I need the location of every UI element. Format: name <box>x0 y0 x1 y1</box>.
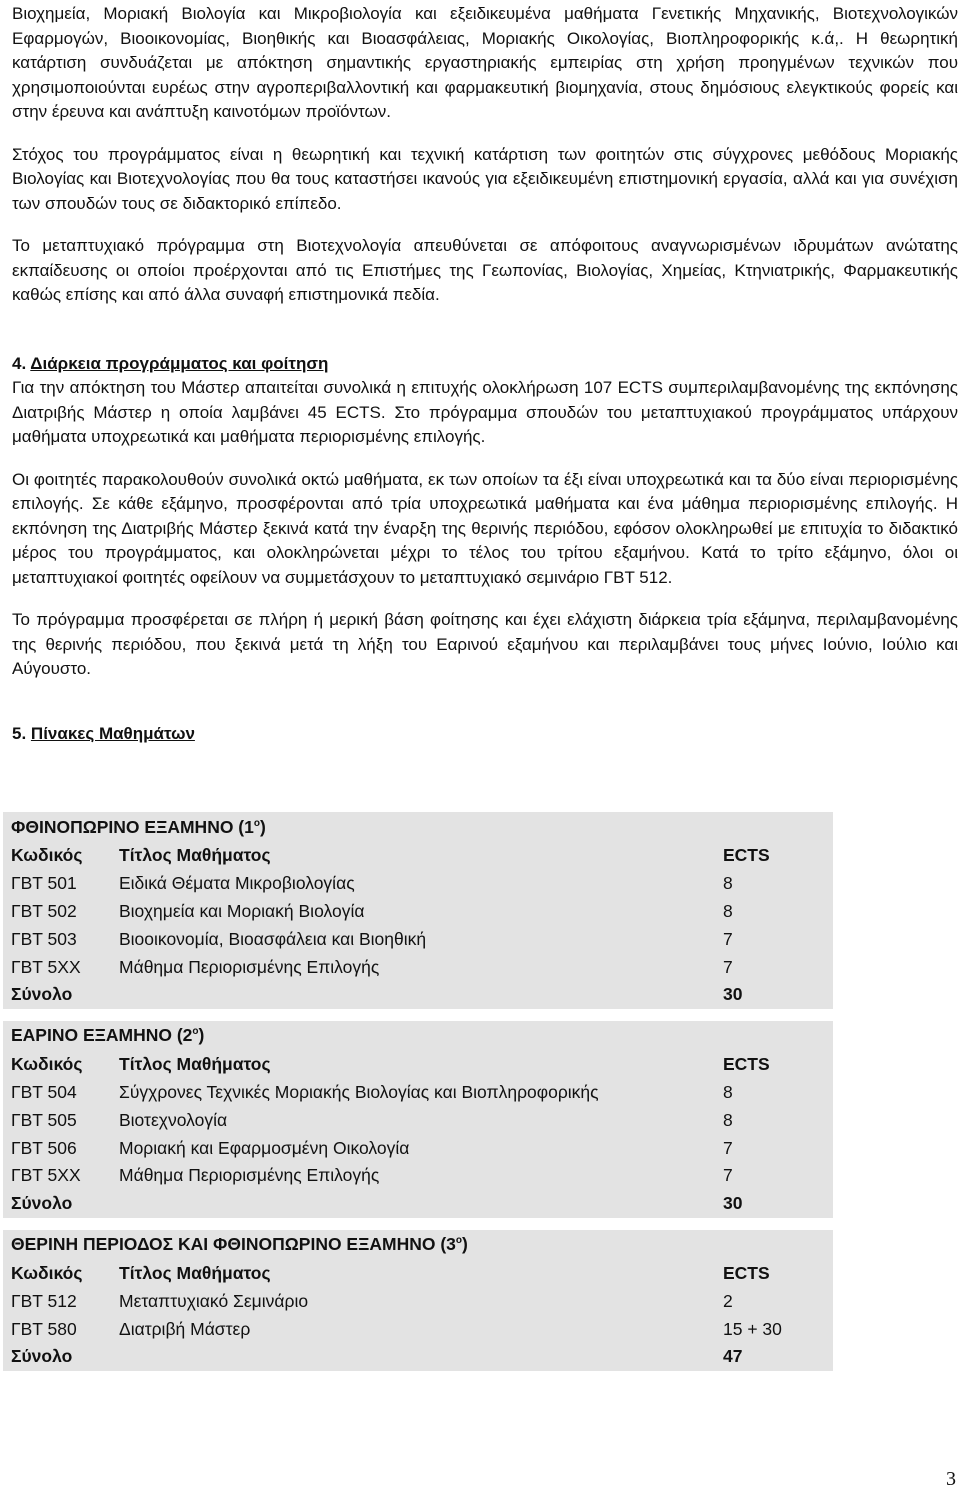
course-code: ΓΒΤ 5ΧΧ <box>3 953 111 981</box>
course-ects: 7 <box>715 1162 833 1190</box>
semester-heading-row <box>3 1230 833 1260</box>
course-title: Διατριβή Μάστερ <box>111 1315 715 1343</box>
ects-header: ECTS <box>715 842 833 870</box>
code-header: Κωδικός <box>3 1260 111 1288</box>
course-title: Βιοτεχνολογία <box>111 1106 715 1134</box>
course-ects: 2 <box>715 1287 833 1315</box>
course-title: Βιοοικονομία, Βιοασφάλεια και Βιοηθική <box>111 925 715 953</box>
course-ects: 7 <box>715 925 833 953</box>
section-5-title: Πίνακες Μαθημάτων <box>30 723 195 743</box>
title-header: Τίτλος Μαθήματος <box>111 1051 715 1079</box>
ects-header: ECTS <box>715 1260 833 1288</box>
course-code: ΓΒΤ 580 <box>3 1315 111 1343</box>
table-total-row <box>3 1190 833 1218</box>
course-ects: 8 <box>715 1106 833 1134</box>
document-page <box>12 2 958 746</box>
table-row <box>3 1315 833 1343</box>
ects-header: ECTS <box>715 1051 833 1079</box>
course-ects: 8 <box>715 1079 833 1107</box>
table-header-row <box>3 1051 833 1079</box>
course-table-semester-3 <box>3 1230 833 1371</box>
course-title: Μάθημα Περιορισμένης Επιλογής <box>111 953 715 981</box>
section-4-heading <box>12 352 958 377</box>
semester-heading-row <box>3 1021 833 1051</box>
course-ects: 7 <box>715 953 833 981</box>
course-title: Μοριακή και Εφαρμοσμένη Οικολογία <box>111 1134 715 1162</box>
table-header-row <box>3 842 833 870</box>
total-label: Σύνολο <box>3 981 715 1009</box>
title-header: Τίτλος Μαθήματος <box>111 842 715 870</box>
course-code: ΓΒΤ 506 <box>3 1134 111 1162</box>
section-4-paragraph-3: Το πρόγραμμα προσφέρεται σε πλήρη ή μερική βάση φοίτησης και έχει ελάχιστη διάρκεια τρία εξάμηνα, περιλαμβανομένης της θερινής περιόδου, που ξεκινά μετά τη λήξη του Εαρινού εξαμήνου και περιλαμβάνει τους μήνες Ιούνιο, Ιούλιο και Αύγουστο. <box>12 610 958 678</box>
table-row <box>3 953 833 981</box>
semester-title: ΕΑΡΙΝΟ ΕΞΑΜΗΝΟ $(2^o)$ <box>3 1021 833 1051</box>
page-number: 3 <box>946 1468 956 1490</box>
section-5-heading <box>12 722 958 747</box>
section-4-number: 4. <box>12 353 27 373</box>
course-tables <box>3 812 833 1383</box>
table-row <box>3 1287 833 1315</box>
course-code: ΓΒΤ 5ΧΧ <box>3 1162 111 1190</box>
title-header: Τίτλος Μαθήματος <box>111 1260 715 1288</box>
course-table-semester-1 <box>3 812 833 1009</box>
course-code: ΓΒΤ 504 <box>3 1079 111 1107</box>
course-code: ΓΒΤ 502 <box>3 898 111 926</box>
table-row <box>3 1162 833 1190</box>
semester-title: ΦΘΙΝΟΠΩΡΙΝΟ ΕΞΑΜΗΝΟ $(1^o)$ <box>3 812 833 842</box>
semester-heading-row <box>3 812 833 842</box>
intro-paragraph-3: Το μεταπτυχιακό πρόγραμμα στη Βιοτεχνολογία απευθύνεται σε απόφοιτους αναγνωρισμένων ιδρυμάτων ανώτατης εκπαίδευσης οι οποίοι προέρχονται από τις Επιστήμες της Γεωπονίας, Βιολογίας, Χημείας, Κτηνιατρικής, Φαρμακευτικής καθώς επίσης και από άλλα συναφή επιστημονικά πεδία. <box>12 236 958 304</box>
total-label: Σύνολο <box>3 1343 715 1371</box>
course-code: ΓΒΤ 503 <box>3 925 111 953</box>
intro-paragraph-1: Βιοχημεία, Μοριακή Βιολογία και Μικροβιολογία και εξειδικευμένα μαθήματα Γενετικής Μηχανικής, Βιοτεχνολογικών Εφαρμογών, Βιοοικονομίας, Βιοηθικής και Βιοασφάλειας, Μοριακής Οικολογίας, Βιοπληροφορικής κ.ά,. Η θεωρητική κατάρτιση συνδυάζεται με απόκτηση σημαντικής εργαστηριακής εμπειρίας στη χρήση προηγμένων τεχνικών που χρησιμοποιούνται ευρέως στην αγροπεριβαλλοντική και φαρμακευτική βιομηχανία, στους δημόσιους ελεγκτικούς φορείς και στην έρευνα και ανάπτυξη καινοτόμων προϊόντων. <box>12 4 958 121</box>
table-total-row <box>3 981 833 1009</box>
course-title: Ειδικά Θέματα Μικροβιολογίας <box>111 870 715 898</box>
table-total-row <box>3 1343 833 1371</box>
semester-title: ΘΕΡΙΝΗ ΠΕΡΙΟΔΟΣ ΚΑΙ ΦΘΙΝΟΠΩΡΙΝΟ ΕΞΑΜΗΝΟ $(3^o)$ <box>3 1230 833 1260</box>
course-code: ΓΒΤ 501 <box>3 870 111 898</box>
total-ects: 47 <box>715 1343 833 1371</box>
section-4-paragraph-1: Για την απόκτηση του Μάστερ απαιτείται συνολικά η επιτυχής ολοκλήρωση 107 ECTS συμπεριλαμβανομένης της εκπόνησης Διατριβής Μάστερ η οποία λαμβάνει 45 ECTS. Στο πρόγραμμα σπουδών του μεταπτυχιακού προγράμματος υπάρχουν μαθήματα υποχρεωτικά και μαθήματα περιορισμένης επιλογής. <box>12 378 958 446</box>
course-code: ΓΒΤ 505 <box>3 1106 111 1134</box>
table-row <box>3 925 833 953</box>
table-header-row <box>3 1260 833 1288</box>
course-title: Βιοχημεία και Μοριακή Βιολογία <box>111 898 715 926</box>
total-label: Σύνολο <box>3 1190 715 1218</box>
section-4-paragraph-2: Οι φοιτητές παρακολουθούν συνολικά οκτώ μαθήματα, εκ των οποίων τα έξι είναι υποχρεωτικά και τα δύο είναι περιορισμένης επιλογής. Σε κάθε εξάμηνο, προσφέρονται από τρία υποχρεωτικά μαθήματα και ένα μάθημα περιορισμένης επιλογής. Η εκπόνηση της Διατριβής Μάστερ ξεκινά κατά την έναρξη της θερινής περιόδου, εφόσον ολοκληρωθεί με επιτυχία το διδακτικό μέρος του προγράμματος, και ολοκληρώνεται μέχρι το τέλος του τρίτου εξαμήνου. Κατά το τρίτο εξάμηνο, όλοι οι μεταπτυχιακοί φοιτητές οφείλουν να συμμετάσχουν το μεταπτυχιακό σεμινάριο ΓΒΤ 512. <box>12 469 958 587</box>
code-header: Κωδικός <box>3 1051 111 1079</box>
code-header: Κωδικός <box>3 842 111 870</box>
table-row <box>3 1106 833 1134</box>
course-title: Σύγχρονες Τεχνικές Μοριακής Βιολογίας και Βιοπληροφορικής <box>111 1079 715 1107</box>
course-ects: 7 <box>715 1134 833 1162</box>
course-ects: 15 + 30 <box>715 1315 833 1343</box>
course-title: Μεταπτυχιακό Σεμινάριο <box>111 1287 715 1315</box>
total-ects: 30 <box>715 1190 833 1218</box>
section-4-title: Διάρκεια προγράμματος και φοίτηση <box>30 353 329 373</box>
course-ects: 8 <box>715 898 833 926</box>
section-5-number: 5. <box>12 723 27 743</box>
course-code: ΓΒΤ 512 <box>3 1287 111 1315</box>
course-title: Μάθημα Περιορισμένης Επιλογής <box>111 1162 715 1190</box>
total-ects: 30 <box>715 981 833 1009</box>
table-row <box>3 1134 833 1162</box>
course-table-semester-2 <box>3 1021 833 1218</box>
table-row <box>3 1079 833 1107</box>
course-ects: 8 <box>715 870 833 898</box>
table-row <box>3 898 833 926</box>
intro-paragraph-2: Στόχος του προγράμματος είναι η θεωρητική και τεχνική κατάρτιση των φοιτητών στις σύγχρονες μεθόδους Μοριακής Βιολογίας και Βιοτεχνολογίας που θα τους καταστήσει ικανούς για εξειδικευμένη επιστημονική εργασία, αλλά και για συνέχιση των σπουδών τους σε διδακτορικό επίπεδο. <box>12 144 958 213</box>
table-row <box>3 870 833 898</box>
